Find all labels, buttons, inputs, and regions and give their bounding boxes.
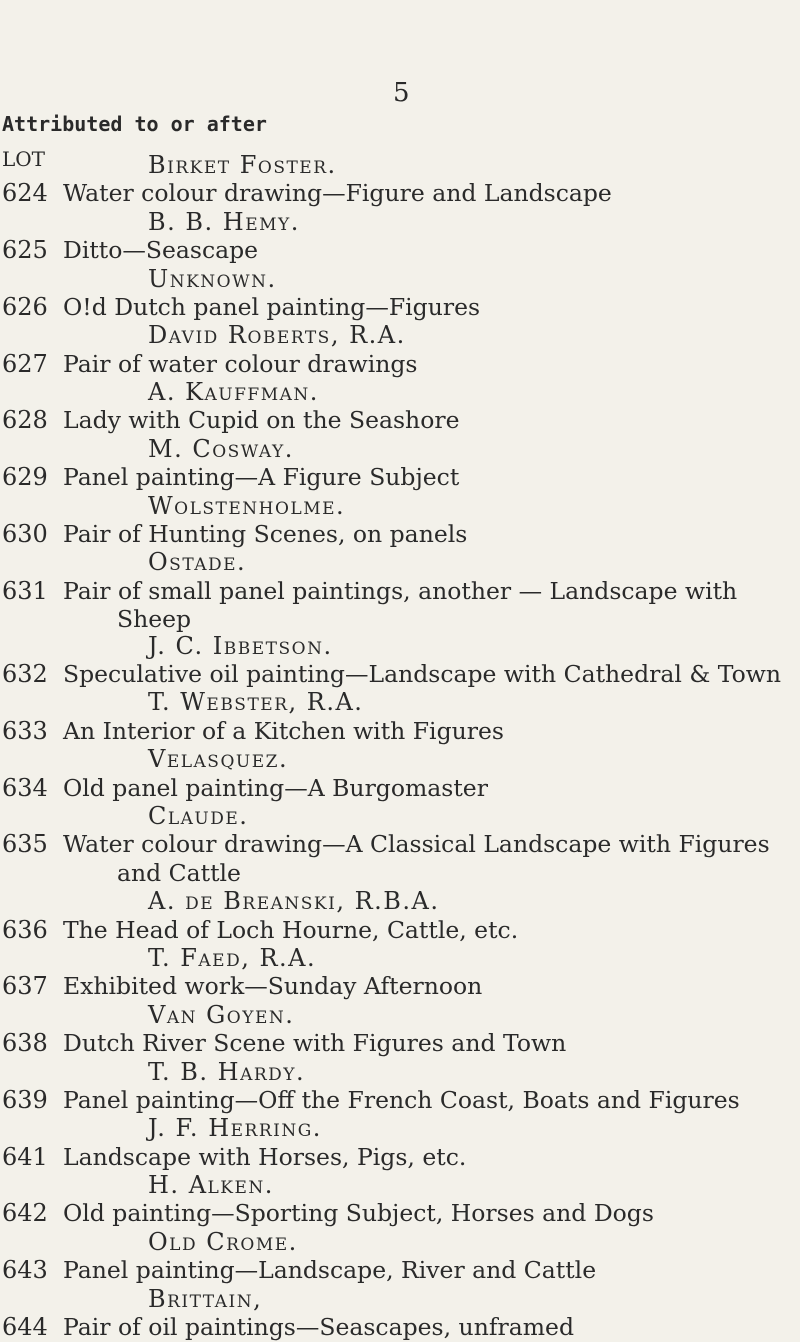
lot-description: An Interior of a Kitchen with Figures — [63, 717, 504, 745]
artist-name: Unknown. — [148, 265, 277, 293]
lot-number: 644 — [2, 1313, 48, 1341]
lot-description-continued: Sheep — [117, 605, 192, 633]
lot-description: Pair of water colour drawings — [63, 350, 418, 378]
lot-description: Pair of Hunting Scenes, on panels — [63, 520, 468, 548]
artist-name: B. B. Hemy. — [148, 208, 300, 236]
lot-number: 642 — [2, 1199, 48, 1227]
lot-number: 634 — [2, 774, 48, 802]
artist-name: Van Goyen. — [148, 1001, 295, 1029]
lot-description: Water colour drawing—A Classical Landscape with Figures — [63, 830, 770, 858]
lot-description: Exhibited work—Sunday Afternoon — [63, 972, 483, 1000]
lot-number: 626 — [2, 293, 48, 321]
lot-number: 641 — [2, 1143, 48, 1171]
lot-number: 624 — [2, 179, 48, 207]
lot-number: 639 — [2, 1086, 48, 1114]
lot-number: 638 — [2, 1029, 48, 1057]
lot-description: The Head of Loch Hourne, Cattle, etc. — [63, 916, 519, 944]
lot-description: O!d Dutch panel painting—Figures — [63, 293, 481, 321]
lot-column-header: LOT — [2, 147, 46, 171]
lot-description: Pair of oil paintings—Seascapes, unframed — [63, 1313, 574, 1341]
lot-description: Panel painting—Off the French Coast, Boats and Figures — [63, 1086, 740, 1114]
lot-description: Old panel painting—A Burgomaster — [63, 774, 488, 802]
lot-number: 625 — [2, 236, 48, 264]
lot-number: 631 — [2, 577, 48, 605]
artist-name: Velasquez. — [148, 745, 289, 773]
lot-number: 627 — [2, 350, 48, 378]
lot-description: Panel painting—A Figure Subject — [63, 463, 460, 491]
lot-number: 643 — [2, 1256, 48, 1284]
lot-number: 633 — [2, 717, 48, 745]
page-number: 5 — [393, 78, 410, 108]
lot-description: Ditto—Seascape — [63, 236, 259, 264]
lot-description: Old painting—Sporting Subject, Horses and Dogs — [63, 1199, 654, 1227]
lot-description: Lady with Cupid on the Seashore — [63, 406, 460, 434]
artist-name: Old Crome. — [148, 1228, 298, 1256]
lot-number: 629 — [2, 463, 48, 491]
section-header: Attributed to or after — [2, 112, 267, 136]
lot-number: 630 — [2, 520, 48, 548]
artist-name: T. Faed, R.A. — [148, 944, 317, 972]
artist-name: Brittain, — [148, 1285, 263, 1313]
artist-name: Wolstenholme. — [148, 492, 346, 520]
lot-description-continued: and Cattle — [117, 859, 241, 887]
artist-name: T. B. Hardy. — [148, 1058, 306, 1086]
lot-description: Water colour drawing—Figure and Landscape — [63, 179, 612, 207]
lot-number: 632 — [2, 660, 48, 688]
lot-number: 635 — [2, 830, 48, 858]
lot-description: Speculative oil painting—Landscape with Cathedral & Town — [63, 660, 781, 688]
artist-name: Birket Foster. — [148, 151, 337, 179]
artist-name: David Roberts, R.A. — [148, 321, 406, 349]
lot-number: 636 — [2, 916, 48, 944]
lot-description: Landscape with Horses, Pigs, etc. — [63, 1143, 467, 1171]
lot-number: 637 — [2, 972, 48, 1000]
lot-description: Dutch River Scene with Figures and Town — [63, 1029, 567, 1057]
artist-name: Claude. — [148, 802, 249, 830]
lot-description: Panel painting—Landscape, River and Cattle — [63, 1256, 597, 1284]
lot-description: Pair of small panel paintings, another — Landscape with — [63, 577, 738, 605]
lot-number: 628 — [2, 406, 48, 434]
artist-name: M. Cosway. — [148, 435, 294, 463]
artist-name: T. Webster, R.A. — [148, 688, 364, 716]
artist-name: J. C. Ibbetson. — [148, 632, 333, 660]
artist-name: Ostade. — [148, 548, 247, 576]
artist-name: H. Alken. — [148, 1171, 274, 1199]
artist-name: A. de Breanski, R.B.A. — [148, 887, 440, 915]
artist-name: J. F. Herring. — [148, 1114, 322, 1142]
artist-name: A. Kauffman. — [148, 378, 319, 406]
